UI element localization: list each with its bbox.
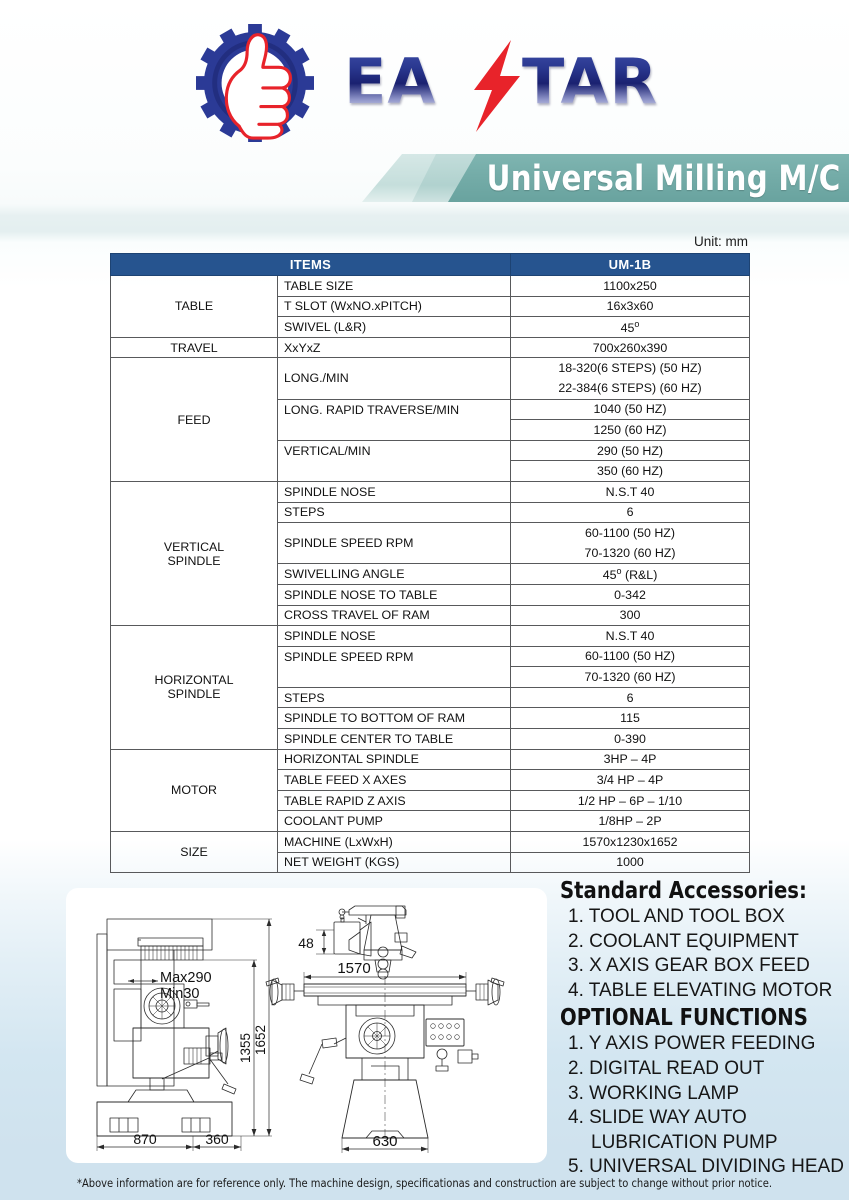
footer-disclaimer: *Above information are for reference only. The machine design, specificationas and construction are subject to change without prior notice.	[76, 1176, 772, 1190]
spec-value: 16x3x60	[511, 296, 750, 317]
spec-value-60hz: 350 (60 HZ)	[511, 461, 750, 482]
spec-value: 6	[511, 502, 750, 523]
page-title: Universal Milling M/C	[487, 159, 841, 199]
spec-item: MACHINE (LxWxH)	[278, 832, 511, 853]
spec-item: STEPS	[278, 502, 511, 523]
group-label-size: SIZE	[111, 832, 278, 873]
spec-value: 115	[511, 708, 750, 729]
spec-item: LONG. RAPID TRAVERSE/MIN	[278, 399, 511, 420]
spec-item: TABLE FEED X AXES	[278, 770, 511, 791]
spec-item: SPINDLE SPEED RPM	[278, 646, 511, 667]
group-label-line2: SPINDLE	[167, 553, 221, 568]
wordmark-left: EA	[344, 45, 437, 118]
optional-function-item-cont-text: LUBRICATION PUMP	[591, 1131, 778, 1153]
product-title-banner	[356, 154, 849, 206]
table-row	[111, 276, 750, 297]
spec-item: T SLOT (WxNO.xPITCH)	[278, 296, 511, 317]
technical-drawing-panel	[66, 888, 547, 1163]
spec-value: 0-342	[511, 584, 750, 605]
wordmark	[344, 46, 694, 124]
group-label-feed: FEED	[111, 358, 278, 482]
table-row	[111, 337, 750, 358]
spec-value	[511, 523, 750, 564]
standard-accessory-item: 4. TABLE ELEVATING MOTOR	[568, 979, 833, 1001]
dim-870: 870	[133, 1131, 157, 1147]
spec-value: 1100x250	[511, 276, 750, 297]
wordmark-right: TAR	[522, 45, 659, 118]
spec-item: SWIVEL (L&R)	[278, 317, 511, 338]
spec-value-50hz: 60-1100 (50 HZ)	[511, 646, 750, 667]
group-label-motor: MOTOR	[111, 749, 278, 831]
dim-min30: Min30	[160, 986, 200, 1002]
unit-label: Unit: mm	[694, 234, 748, 249]
spec-item: NET WEIGHT (KGS)	[278, 852, 511, 873]
dim-1652: 1652	[253, 1024, 268, 1056]
spec-value	[511, 358, 750, 399]
dim-630: 630	[372, 1133, 398, 1150]
group-label-line2: SPINDLE	[167, 687, 221, 702]
spec-value: 45$^o$ (R&L)	[511, 564, 750, 585]
header-model: UM-1B	[511, 254, 750, 276]
spec-value-50hz: 1040 (50 HZ)	[511, 399, 750, 420]
spec-value: 700x260x390	[511, 337, 750, 358]
group-label-line1: VERTICAL	[163, 539, 225, 554]
optional-function-item-continuation	[560, 1131, 849, 1156]
table-header-row	[111, 254, 750, 276]
spec-item: SPINDLE SPEED RPM	[278, 523, 511, 564]
spec-value: 300	[511, 605, 750, 626]
spec-value-60hz: 22-384(6 STEPS) (60 HZ)	[558, 381, 702, 396]
spec-item: COOLANT PUMP	[278, 811, 511, 832]
company-logo	[196, 18, 696, 138]
optional-function-item: 3. WORKING LAMP	[568, 1082, 740, 1104]
spec-value: 3HP – 4P	[511, 749, 750, 770]
lightning-bolt-icon	[464, 38, 530, 134]
spec-value-60hz: 70-1320 (60 HZ)	[511, 667, 750, 688]
accessories-section	[560, 878, 849, 1180]
spec-item: SPINDLE NOSE TO TABLE	[278, 584, 511, 605]
spec-item: SWIVELLING ANGLE	[278, 564, 511, 585]
spec-item: XxYxZ	[278, 337, 511, 358]
spec-item: SPINDLE TO BOTTOM OF RAM	[278, 708, 511, 729]
table-row	[111, 358, 750, 399]
spec-item-cont	[278, 667, 511, 688]
spec-value: 1570x1230x1652	[511, 832, 750, 853]
spec-item: LONG./MIN	[278, 358, 511, 399]
spec-value-60hz: 70-1320 (60 HZ)	[584, 546, 676, 561]
group-label-travel: TRAVEL	[111, 337, 278, 358]
spec-item: HORIZONTAL SPINDLE	[278, 749, 511, 770]
standard-accessory-item: 2. COOLANT EQUIPMENT	[568, 930, 799, 952]
group-label-table: TABLE	[111, 276, 278, 338]
spec-item: SPINDLE NOSE	[278, 481, 511, 502]
table-row	[111, 481, 750, 502]
spec-value: 0-390	[511, 729, 750, 750]
spec-value: 1000	[511, 852, 750, 873]
optional-function-item: 1. Y AXIS POWER FEEDING	[568, 1033, 816, 1055]
table-row	[111, 749, 750, 770]
standard-accessories-heading: Standard Accessories:	[560, 878, 807, 904]
spec-value-50hz: 290 (50 HZ)	[511, 440, 750, 461]
standard-accessory-item: 1. TOOL AND TOOL BOX	[568, 906, 785, 927]
machine-drawings	[66, 888, 547, 1163]
group-label-vertical-spindle	[111, 481, 278, 625]
spec-value: 3/4 HP – 4P	[511, 770, 750, 791]
spec-item: CROSS TRAVEL OF RAM	[278, 605, 511, 626]
spec-item: TABLE RAPID Z AXIS	[278, 790, 511, 811]
optional-function-item: 2. DIGITAL READ OUT	[568, 1057, 765, 1079]
optional-function-item: 5. UNIVERSAL DIVIDING HEAD	[568, 1156, 844, 1178]
spec-item: SPINDLE NOSE	[278, 626, 511, 647]
optional-function-item: 4. SLIDE WAY AUTO	[568, 1107, 747, 1129]
dim-max290: Max290	[160, 970, 212, 986]
spec-value-60hz: 1250 (60 HZ)	[511, 420, 750, 441]
spec-item: TABLE SIZE	[278, 276, 511, 297]
spec-value: 1/2 HP – 6P – 1/10	[511, 790, 750, 811]
specifications-table	[110, 253, 750, 873]
spec-value: 6	[511, 687, 750, 708]
dim-1355: 1355	[238, 1032, 253, 1064]
optional-functions-heading: OPTIONAL FUNCTIONS	[560, 1005, 808, 1032]
spec-item: SPINDLE CENTER TO TABLE	[278, 729, 511, 750]
spec-item: VERTICAL/MIN	[278, 440, 511, 461]
page-header	[0, 0, 849, 150]
spec-value: 1/8HP – 2P	[511, 811, 750, 832]
spec-value-50hz: 18-320(6 STEPS) (50 HZ)	[558, 361, 702, 376]
side-view-drawing	[97, 919, 236, 1136]
dim-48: 48	[298, 935, 314, 951]
table-row	[111, 626, 750, 647]
spec-value: 45$^o$	[511, 317, 750, 338]
header-items: ITEMS	[111, 254, 511, 276]
standard-accessory-item: 3. X AXIS GEAR BOX FEED	[568, 955, 810, 977]
dim-1570: 1570	[337, 960, 371, 977]
spec-value: N.S.T 40	[511, 481, 750, 502]
spec-value: N.S.T 40	[511, 626, 750, 647]
gear-thumbs-up-icon	[196, 24, 314, 142]
spec-item-cont	[278, 420, 511, 441]
spec-item-cont	[278, 461, 511, 482]
table-row	[111, 832, 750, 853]
spec-item: STEPS	[278, 687, 511, 708]
group-label-line1: HORIZONTAL	[154, 673, 234, 688]
group-label-horizontal-spindle	[111, 626, 278, 750]
spec-value-50hz: 60-1100 (50 HZ)	[585, 526, 676, 541]
dim-360: 360	[205, 1131, 229, 1147]
